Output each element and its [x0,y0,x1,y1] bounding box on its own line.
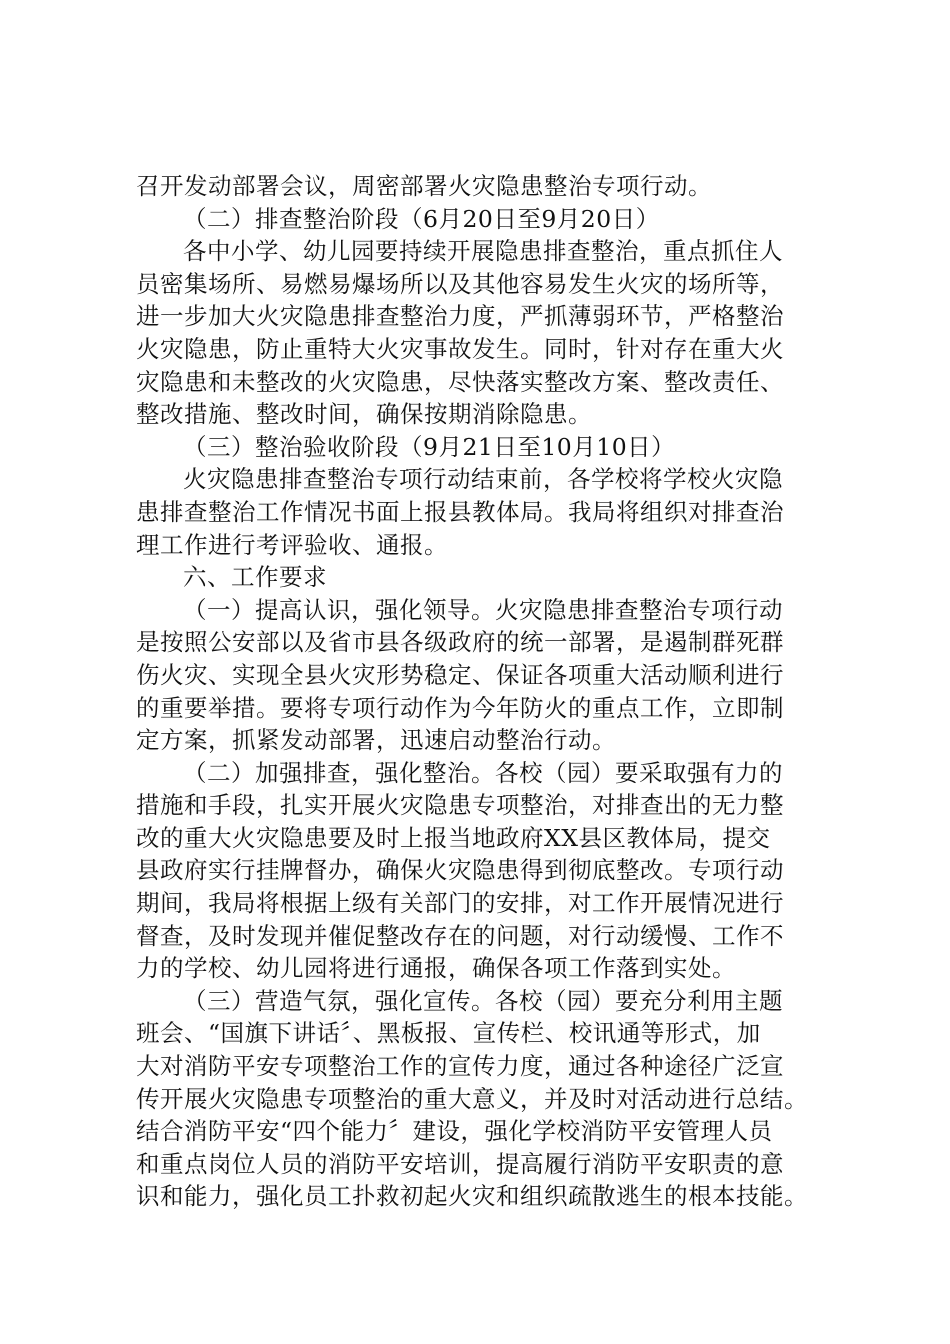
text-line: 整改措施、整改时间，确保按期消除隐患。 [136,400,592,429]
text-line: 期间，我局将根据上级有关部门的安排，对工作开展情况进行 [136,889,784,918]
text-line: 结合消防平安“四个能力〞建设，强化学校消防平安管理人员 [136,1117,773,1146]
text-line: （二）加强排查，强化整治。各校（园）要采取强有力的 [183,758,783,787]
text-line: 的重要举措。要将专项行动作为今年防火的重点工作，立即制 [136,693,784,722]
text-line: 措施和手段，扎实开展火灾隐患专项整治，对排查出的无力整 [136,791,784,820]
text-line: 患排查整治工作情况书面上报县教体局。我局将组织对排查治 [136,497,784,526]
text-line: 员密集场所、易燃易爆场所以及其他容易发生火灾的场所等， [136,269,784,298]
text-line: 火灾隐患排查整治专项行动结束前，各学校将学校火灾隐 [183,465,783,494]
text-line: 识和能力，强化员工扑救初起火灾和组织疏散逃生的根本技能。 [136,1182,808,1211]
text-line: 力的学校、幼儿园将进行通报，确保各项工作落到实处。 [136,954,736,983]
text-line: （三）营造气氛，强化宣传。各校（园）要充分利用主题 [183,986,783,1015]
text-line: 六、工作要求 [183,563,327,592]
text-line: 大对消防平安专项整治工作的宣传力度，通过各种途径广泛宣 [136,1052,784,1081]
text-line: （三）整治验收阶段（9月21日至10月10日） [183,432,676,461]
text-line: 传开展火灾隐患专项整治的重大意义，并及时对活动进行总结。 [136,1084,808,1113]
text-line: 火灾隐患，防止重特大火灾事故发生。同时，针对存在重大火 [136,334,784,363]
document-body [136,170,836,1213]
text-line: 灾隐患和未整改的火灾隐患，尽快落实整改方案、整改责任、 [136,367,784,396]
text-line: 定方案，抓紧发动部署，迅速启动整治行动。 [136,726,616,755]
text-line: （二）排查整治阶段（6月20日至9月20日） [183,204,660,233]
text-line: 伤火灾、实现全县火灾形势稳定、保证各项重大活动顺利进行 [136,660,784,689]
text-line: 县政府实行挂牌督办，确保火灾隐患得到彻底整改。专项行动 [136,856,784,885]
text-line: （一）提高认识，强化领导。火灾隐患排查整治专项行动 [183,595,783,624]
text-line: 进一步加大火灾隐患排查整治力度，严抓薄弱环节，严格整治 [136,302,784,331]
text-line: 理工作进行考评验收、通报。 [136,530,448,559]
text-line: 改的重大火灾隐患要及时上报当地政府XX县区教体局，提交 [136,823,771,852]
text-line: 班会、“国旗下讲话〞、黑板报、宣传栏、校讯通等形式，加 [136,1019,761,1048]
text-line: 督查，及时发现并催促整改存在的问题，对行动缓慢、工作不 [136,921,784,950]
text-line: 和重点岗位人员的消防平安培训，提高履行消防平安职责的意 [136,1149,784,1178]
text-line: 是按照公安部以及省市县各级政府的统一部署，是遏制群死群 [136,628,784,657]
text-line: 各中小学、幼儿园要持续开展隐患排查整治，重点抓住人 [183,237,783,266]
text-line: 召开发动部署会议，周密部署火灾隐患整治专项行动。 [136,172,712,200]
